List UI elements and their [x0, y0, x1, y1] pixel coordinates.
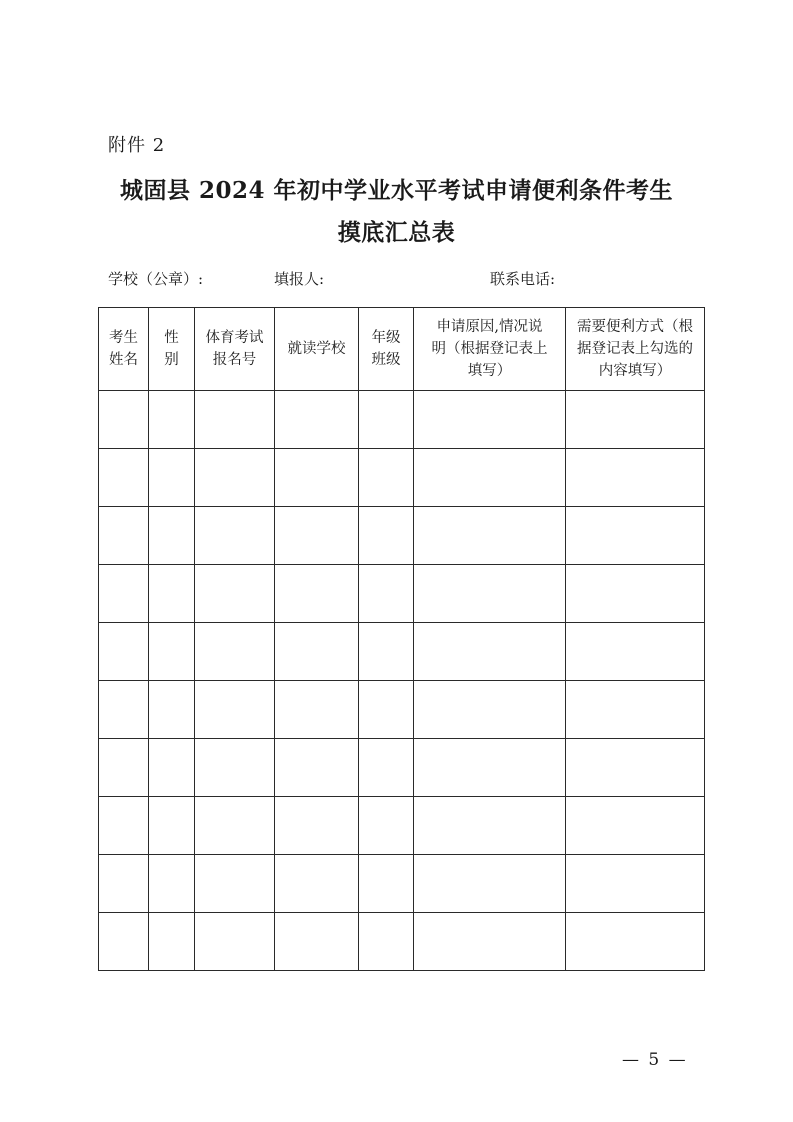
- table-cell: [149, 855, 195, 913]
- table-cell: [195, 797, 275, 855]
- table-cell: [359, 913, 414, 971]
- table-cell: [149, 565, 195, 623]
- table-cell: [275, 623, 359, 681]
- document-title-line-2: 摸底汇总表: [337, 219, 456, 246]
- table-cell: [275, 391, 359, 449]
- table-cell: [359, 855, 414, 913]
- header-accommodation-method: 需要便利方式（根据登记表上勾选的内容填写）: [566, 308, 705, 391]
- table-cell: [359, 739, 414, 797]
- table-cell: [99, 391, 149, 449]
- table-cell: [275, 739, 359, 797]
- table-row: [99, 855, 705, 913]
- table-cell: [414, 913, 566, 971]
- table-cell: [149, 739, 195, 797]
- header-grade-class: 年级班级: [359, 308, 414, 391]
- table-row: [99, 797, 705, 855]
- table-row: [99, 449, 705, 507]
- table-cell: [99, 623, 149, 681]
- table-row: [99, 507, 705, 565]
- table-cell: [359, 681, 414, 739]
- table-body: [99, 391, 705, 971]
- table-cell: [195, 449, 275, 507]
- table-cell: [275, 681, 359, 739]
- table-cell: [414, 507, 566, 565]
- table-cell: [195, 565, 275, 623]
- table-cell: [566, 391, 705, 449]
- table-row: [99, 623, 705, 681]
- table-cell: [566, 681, 705, 739]
- table-cell: [359, 565, 414, 623]
- table-cell: [99, 797, 149, 855]
- header-gender: 性别: [149, 308, 195, 391]
- table-cell: [275, 565, 359, 623]
- table-cell: [414, 623, 566, 681]
- header-student-name: 考生姓名: [99, 308, 149, 391]
- table-row: [99, 681, 705, 739]
- attachment-label: 附件 2: [108, 135, 166, 156]
- table-cell: [414, 449, 566, 507]
- summary-table: [98, 307, 705, 971]
- filler-label: 填报人:: [274, 270, 325, 288]
- table-cell: [359, 797, 414, 855]
- table-cell: [195, 681, 275, 739]
- table-cell: [414, 855, 566, 913]
- table-cell: [99, 681, 149, 739]
- table-cell: [99, 449, 149, 507]
- table-cell: [99, 739, 149, 797]
- table-cell: [149, 449, 195, 507]
- school-seal-label: 学校（公章）:: [108, 270, 204, 288]
- table-cell: [149, 797, 195, 855]
- table-cell: [195, 855, 275, 913]
- table-cell: [99, 565, 149, 623]
- table-cell: [275, 507, 359, 565]
- document-title-line-1: 城固县 2024 年初中学业水平考试申请便利条件考生: [119, 177, 674, 204]
- table-cell: [566, 449, 705, 507]
- table-cell: [99, 507, 149, 565]
- table-cell: [149, 681, 195, 739]
- table-header-row: [99, 308, 705, 391]
- table-cell: [566, 623, 705, 681]
- table-cell: [566, 797, 705, 855]
- page-number: — 5 —: [622, 1050, 688, 1070]
- table-cell: [195, 391, 275, 449]
- table-cell: [414, 797, 566, 855]
- table-cell: [566, 913, 705, 971]
- header-application-reason: 申请原因,情况说明（根据登记表上填写）: [414, 308, 566, 391]
- table-cell: [359, 391, 414, 449]
- table-cell: [566, 565, 705, 623]
- contact-phone-label: 联系电话:: [490, 270, 556, 288]
- table-cell: [99, 855, 149, 913]
- table-cell: [195, 507, 275, 565]
- table-cell: [566, 507, 705, 565]
- table-row: [99, 565, 705, 623]
- table-cell: [275, 797, 359, 855]
- table-cell: [414, 681, 566, 739]
- table-cell: [359, 449, 414, 507]
- table-cell: [149, 623, 195, 681]
- table-cell: [566, 739, 705, 797]
- table-row: [99, 913, 705, 971]
- table-cell: [414, 739, 566, 797]
- table-cell: [149, 391, 195, 449]
- table-cell: [149, 507, 195, 565]
- table-cell: [414, 565, 566, 623]
- table-row: [99, 739, 705, 797]
- header-school: 就读学校: [275, 308, 359, 391]
- table-cell: [566, 855, 705, 913]
- table-cell: [195, 913, 275, 971]
- table-cell: [275, 913, 359, 971]
- table-cell: [195, 739, 275, 797]
- table-cell: [359, 623, 414, 681]
- table-cell: [195, 623, 275, 681]
- header-pe-exam-number: 体育考试报名号: [195, 308, 275, 391]
- table-cell: [275, 449, 359, 507]
- table-row: [99, 391, 705, 449]
- table-cell: [359, 507, 414, 565]
- table-cell: [414, 391, 566, 449]
- table-cell: [149, 913, 195, 971]
- table-cell: [99, 913, 149, 971]
- table-cell: [275, 855, 359, 913]
